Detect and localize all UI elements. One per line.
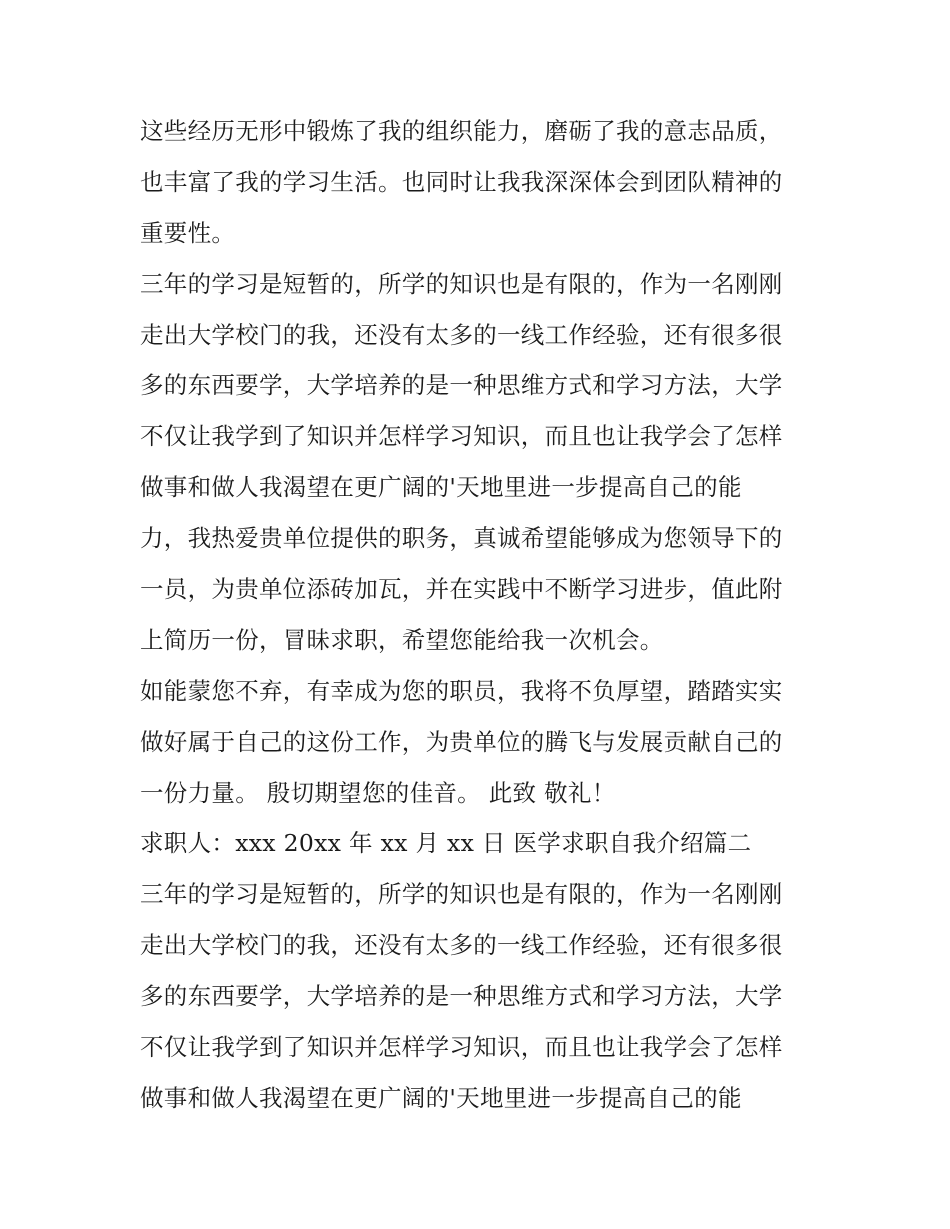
text-line: 这些经历无形中锻炼了我的组织能力，磨砺了我的意志品质， [140,117,783,145]
text-line: 上简历一份，冒昧求职，希望您能给我一次机会。 [140,625,664,654]
text-line: 如能蒙您不弃，有幸成为您的职员，我将不负厚望，踏踏实实 [140,676,783,705]
text-line: 力，我热爱贵单位提供的职务，真诚希望能够成为您领导下的 [140,524,783,553]
text-line: 重要性。 [140,218,236,247]
text-line: 求职人：xxx 20xx 年 xx 月 xx 日 医学求职自我介绍篇二 [140,829,752,858]
document-body [140,106,820,1124]
text-line: 不仅让我学到了知识并怎样学习知识，而且也让我学会了怎样 [140,1033,783,1062]
text-line: 不仅让我学到了知识并怎样学习知识，而且也让我学会了怎样 [140,422,783,451]
text-line: 多的东西要学，大学培养的是一种思维方式和学习方法，大学 [140,982,783,1011]
text-line: 一份力量。 殷切期望您的佳音。 此致 敬礼！ [140,778,616,807]
text-line: 做事和做人我渴望在更广阔的'天地里进一步提高自己的能 [140,1083,742,1112]
text-line: 三年的学习是短暂的，所学的知识也是有限的，作为一名刚刚 [140,880,783,909]
text-line: 做事和做人我渴望在更广阔的'天地里进一步提高自己的能 [140,473,742,502]
text-line: 多的东西要学，大学培养的是一种思维方式和学习方法，大学 [140,371,783,400]
text-line: 走出大学校门的我，还没有太多的一线工作经验，还有很多很 [140,931,783,960]
text-line: 三年的学习是短暂的，所学的知识也是有限的，作为一名刚刚 [140,269,783,298]
text-line: 也丰富了我的学习生活。也同时让我我深深体会到团队精神的 [140,167,783,196]
text-line: 做好属于自己的这份工作，为贵单位的腾飞与发展贡献自己的 [140,727,783,756]
text-line: 走出大学校门的我，还没有太多的一线工作经验，还有很多很 [140,320,783,349]
text-line: 一员，为贵单位添砖加瓦，并在实践中不断学习进步，值此附 [140,575,783,604]
